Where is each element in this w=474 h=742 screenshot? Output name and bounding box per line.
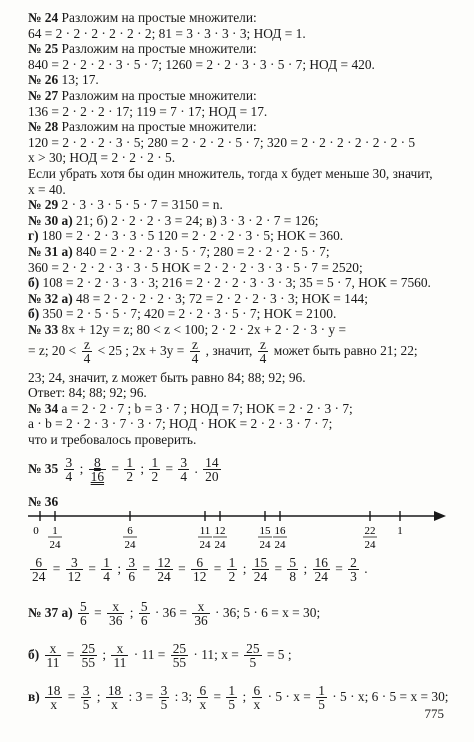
numerator: 3 — [128, 555, 136, 571]
denominator: 4 — [65, 469, 73, 485]
denominator: 4 — [259, 351, 267, 367]
operator: = — [90, 604, 105, 620]
fraction — [155, 556, 172, 583]
numerator: 14 — [205, 455, 219, 471]
fraction — [227, 556, 238, 583]
fraction — [45, 684, 62, 711]
text-line — [28, 416, 332, 431]
line-text: может быть равно 21; 22; — [270, 342, 418, 358]
operator: · 5 · x; 6 · 5 = x = 30; — [328, 688, 449, 704]
line-text: < 25 ; 2x + 3y = — [94, 342, 188, 358]
operator: ; — [137, 460, 148, 476]
numerator: 8 — [89, 456, 106, 470]
operator: · 5 · x = — [264, 688, 315, 704]
fraction — [126, 556, 137, 583]
denominator: 36 — [109, 613, 123, 629]
numerator: x — [45, 642, 62, 656]
denominator: 24 — [253, 569, 268, 585]
fraction — [82, 338, 93, 365]
problem-number: б) — [28, 646, 43, 662]
fraction — [178, 456, 189, 483]
problem-37c — [28, 682, 449, 712]
problem-number: № 33 — [28, 322, 59, 337]
line-text: x > 30; НОД = 2 · 2 · 2 · 5. — [28, 150, 176, 166]
line-text: a · b = 2 · 2 · 3 · 7 · 3 · 7; НОД · НОК = 2 · 2 · 3 · 7 · 7; — [28, 416, 333, 432]
text-line — [28, 322, 346, 337]
operator: = — [271, 560, 286, 576]
text-line — [28, 197, 223, 212]
denominator: 16 — [90, 469, 105, 485]
tick-denominator: 24 — [259, 538, 271, 551]
line-text: что и требовалось проверить. — [28, 432, 197, 447]
denominator: 5 — [318, 697, 325, 713]
numerator: 6 — [253, 683, 261, 699]
line-text: Ответ: 84; 88; 92; 96. — [28, 385, 147, 401]
fraction — [80, 642, 97, 669]
text-line — [28, 244, 330, 259]
line-text: 21; б) 2 · 2 · 2 · 3 = 24; в) 3 · 3 · 2 · 7 = 126; — [72, 212, 319, 228]
text-line — [28, 41, 257, 56]
numerator: 1 — [228, 555, 236, 571]
fraction — [316, 684, 327, 711]
operator: ; — [239, 560, 250, 576]
operator: = — [64, 688, 79, 704]
problem-number: № 27 — [28, 88, 59, 103]
text-line — [28, 88, 257, 103]
denominator: 5 — [160, 697, 168, 713]
denominator: 2 — [151, 469, 159, 485]
numerator: 15 — [253, 555, 268, 571]
line-text: 48 = 2 · 2 · 2 · 2 · 3; 72 = 2 · 2 · 2 · 3 · 3; НОК = 144; — [72, 290, 368, 306]
denominator: 24 — [157, 569, 171, 585]
number-line — [0, 508, 474, 554]
tick-label-zero: 0 — [33, 524, 39, 537]
numerator: 12 — [157, 555, 171, 571]
problem-number: г) — [28, 228, 39, 244]
numerator: 6 — [191, 556, 208, 570]
denominator: 36 — [194, 613, 208, 629]
problem-number: № 36 — [28, 493, 59, 509]
line-text: 120 = 2 · 2 · 2 · 3 · 5; 280 = 2 · 2 · 2 · 5 · 7; 320 = 2 · 2 · 2 · 2 · 2 · 2 · 5 — [28, 134, 416, 150]
tick-denominator: 24 — [274, 538, 286, 551]
denominator: 11 — [113, 655, 127, 671]
tick-denominator: 24 — [124, 538, 136, 551]
problem-number: № 29 — [28, 197, 59, 213]
denominator: 20 — [205, 469, 219, 485]
numerator: x — [192, 600, 209, 614]
operator: · 11 = — [130, 646, 169, 662]
problem-number: б) — [28, 275, 40, 291]
operator: ; — [99, 646, 110, 662]
text-line — [28, 260, 363, 275]
tick-numerator: 11 — [199, 524, 211, 537]
text-line — [28, 337, 418, 365]
line-text: 840 = 2 · 2 · 2 · 3 · 5 · 7; 1260 = 2 · 2 · 3 · 3 · 5 · 7; НОД = 420. — [28, 56, 375, 72]
problem-number: № 26 — [28, 72, 59, 88]
fraction — [197, 684, 208, 711]
line-text: 136 = 2 · 2 · 2 · 17; 119 = 7 · 17; НОД = 17. — [28, 103, 268, 119]
denominator: 55 — [81, 655, 96, 671]
problem-number: в) — [28, 688, 44, 704]
denominator: 11 — [46, 655, 60, 671]
operator: = — [49, 560, 64, 576]
denominator: 8 — [289, 569, 297, 585]
problem-number: № 31 а) — [28, 244, 73, 259]
text-line — [28, 135, 415, 150]
line-text: , значит, — [202, 342, 256, 358]
fraction — [81, 684, 92, 711]
fraction — [45, 642, 62, 669]
line-text: Если убрать хотя бы один множитель, тогда x будет меньше 30, значит, — [28, 166, 433, 181]
operator: = — [85, 560, 100, 576]
fraction — [106, 684, 123, 711]
problem-number: № 35 — [28, 460, 62, 476]
numerator: 3 — [180, 455, 188, 471]
line-text: = z; 20 < — [28, 342, 80, 358]
problem-37a — [28, 598, 320, 628]
line-text: 180 = 2 · 2 · 3 · 3 · 5 120 = 2 · 2 · 2 · 3 · 5; НОК = 360. — [38, 228, 344, 244]
denominator: 12 — [193, 569, 207, 585]
line-text: 13; 17. — [58, 72, 99, 88]
tick-denominator: 24 — [199, 538, 211, 551]
fraction — [226, 684, 237, 711]
text-line — [28, 104, 267, 119]
line-text: a = 2 · 2 · 7 ; b = 3 · 7 ; НОД = 7; НОК = 2 · 2 · 3 · 7; — [58, 400, 353, 416]
numerator: 6 — [30, 556, 47, 570]
denominator: 3 — [350, 569, 357, 585]
tick-denominator: 24 — [49, 538, 61, 551]
line-text: 64 = 2 · 2 · 2 · 2 · 2 · 2; 81 = 3 · 3 · 3 · 3; НОД = 1. — [28, 25, 306, 41]
operator: ; — [76, 460, 87, 476]
fraction — [313, 556, 330, 583]
tick-numerator: 12 — [214, 524, 226, 537]
operator: = — [63, 646, 78, 662]
denominator: 6 — [140, 613, 148, 629]
tick-numerator: 16 — [274, 524, 286, 537]
fraction — [101, 556, 112, 583]
text-line — [28, 166, 433, 181]
text-line — [28, 119, 257, 134]
tick-denominator: 24 — [364, 538, 376, 551]
text-line — [28, 57, 375, 72]
numerator: 5 — [140, 599, 148, 615]
fraction — [107, 600, 124, 627]
numerator: 2 — [350, 555, 357, 571]
denominator: 4 — [103, 569, 110, 585]
fraction — [64, 456, 75, 483]
denominator: x — [111, 697, 118, 713]
operator: = — [108, 460, 123, 476]
denominator: 24 — [314, 569, 328, 585]
denominator: x — [253, 697, 261, 713]
problem-number: № 30 а) — [28, 212, 73, 228]
fraction — [287, 556, 298, 583]
operator: = — [331, 560, 347, 576]
numerator: 25 — [246, 641, 260, 657]
fraction — [190, 338, 201, 365]
text-line — [28, 370, 306, 385]
operator: ; — [93, 688, 104, 704]
fraction — [244, 642, 261, 669]
numerator: 3 — [66, 556, 83, 570]
line-text: 2 · 3 · 3 · 5 · 5 · 7 = 3150 = n. — [58, 197, 223, 213]
problem-36-label — [28, 494, 58, 509]
denominator: 6 — [80, 613, 87, 629]
line-text: x = 40. — [28, 181, 66, 197]
fraction — [89, 456, 106, 483]
text-line — [28, 385, 147, 400]
tick-numerator: 22 — [364, 524, 376, 537]
denominator: x — [199, 697, 207, 713]
denominator: 12 — [67, 569, 82, 585]
numerator: 3 — [65, 455, 73, 471]
numerator: 6 — [199, 683, 207, 699]
line-text: Разложим на простые множители: — [58, 119, 257, 135]
line-text: 360 = 2 · 2 · 2 · 3 · 3 · 5 НОК = 2 · 2 · 2 · 3 · 3 · 5 · 7 = 2520; — [28, 259, 363, 275]
numerator: 25 — [172, 641, 187, 657]
denominator: 2 — [126, 469, 134, 485]
denominator: 4 — [83, 351, 91, 367]
problem-36-equations — [28, 554, 368, 584]
operator: = — [210, 560, 225, 576]
fraction — [111, 642, 128, 669]
fraction — [252, 684, 263, 711]
fraction — [78, 600, 89, 627]
numerator: 1 — [126, 455, 134, 471]
line-text: 350 = 2 · 5 · 5 · 7; 420 = 2 · 2 · 3 · 5 · 7; НОК = 2100. — [39, 306, 337, 322]
text-line — [28, 228, 343, 243]
fraction — [348, 556, 359, 583]
operator: . — [191, 460, 202, 476]
operator: · 36 = — [151, 604, 191, 620]
numerator: 3 — [160, 683, 168, 699]
denominator: 4 — [180, 469, 188, 485]
text-line — [28, 150, 175, 165]
text-line — [28, 291, 368, 306]
operator: · 11; x = — [190, 646, 243, 662]
problem-number: б) — [28, 306, 40, 322]
line-text: Разложим на простые множители: — [58, 88, 257, 103]
fraction — [191, 556, 208, 583]
denominator: 5 — [249, 655, 257, 671]
numerator: 1 — [318, 683, 325, 699]
tick-numerator: 15 — [259, 524, 271, 537]
text-line — [28, 275, 431, 290]
fraction — [159, 684, 170, 711]
page-number: 775 — [424, 706, 444, 721]
numerator: x — [111, 642, 128, 656]
numerator: 5 — [289, 555, 297, 571]
line-text: Разложим на простые множители: — [58, 10, 257, 25]
operator: ; — [113, 560, 125, 576]
operator: · 36; 5 · 6 = x = 30; — [211, 604, 321, 620]
numerator: 1 — [103, 555, 110, 571]
fraction — [124, 456, 135, 483]
problem-37b — [28, 640, 292, 670]
denominator: 2 — [228, 569, 236, 585]
line-text: 108 = 2 · 2 · 3 · 3 · 3; 216 = 2 · 2 · 2 · 3 · 3 · 3; 35 = 5 · 7, НОК = 7560. — [39, 275, 431, 291]
fraction — [139, 600, 150, 627]
tick-numerator: 1 — [52, 524, 58, 537]
operator: ; — [239, 688, 250, 704]
line-text: Разложим на простые множители: — [58, 41, 257, 57]
operator: ; — [126, 604, 137, 620]
denominator: x — [50, 697, 58, 713]
text-line — [28, 306, 336, 321]
operator: ; — [300, 560, 311, 576]
problem-35 — [28, 454, 223, 484]
text-line — [28, 72, 99, 87]
numerator: 18 — [47, 683, 61, 699]
numerator: 16 — [314, 555, 328, 571]
fraction — [171, 642, 188, 669]
text-line — [28, 182, 66, 197]
text-line — [28, 26, 306, 41]
text-line — [28, 10, 257, 25]
numerator: z — [190, 338, 201, 352]
text-line — [28, 432, 196, 447]
denominator: 5 — [228, 697, 236, 713]
fraction — [149, 456, 160, 483]
problem-number: № 28 — [28, 119, 59, 135]
numerator: z — [258, 338, 269, 352]
numerator: 5 — [80, 599, 87, 615]
numerator: 3 — [82, 683, 90, 699]
operator: = — [210, 688, 225, 704]
tick-numerator: 6 — [127, 524, 133, 537]
problem-number: № 32 а) — [28, 290, 73, 306]
operator: . — [360, 560, 368, 576]
problem-number: № 34 — [28, 400, 59, 416]
denominator: 6 — [128, 569, 136, 585]
tick-denominator: 24 — [214, 538, 226, 551]
operator: : 3; — [171, 688, 196, 704]
operator: : 3 = — [125, 688, 157, 704]
line-text: 23; 24, значит, z может быть равно 84; 88; 92; 96. — [28, 369, 306, 385]
operator: = — [139, 560, 154, 576]
numerator: 18 — [107, 683, 122, 699]
numerator: x — [107, 600, 124, 614]
problem-number: № 37 а) — [28, 604, 77, 620]
line-text: 8x + 12y = z; 80 < z < 100; 2 · 2 · 2x + 2 · 2 · 3 · y = — [58, 322, 346, 337]
fraction — [203, 456, 220, 483]
problem-number: № 25 — [28, 41, 59, 57]
fraction — [258, 338, 269, 365]
text-line — [28, 213, 319, 228]
fraction — [30, 556, 47, 583]
fraction — [192, 600, 209, 627]
arrow-head — [434, 511, 446, 521]
numerator: z — [82, 338, 93, 352]
operator: = 5 ; — [263, 646, 292, 662]
fraction — [252, 556, 269, 583]
numerator: 25 — [81, 641, 96, 657]
numerator: 1 — [151, 455, 159, 471]
fraction — [66, 556, 83, 583]
denominator: 5 — [82, 697, 90, 713]
numerator: 1 — [228, 683, 236, 699]
denominator: 55 — [172, 655, 187, 671]
line-text: 840 = 2 · 2 · 2 · 3 · 5 · 7; 280 = 2 · 2 · 2 · 5 · 7; — [72, 244, 330, 259]
tick-label-one: 1 — [397, 524, 403, 537]
denominator: 24 — [32, 569, 46, 585]
operator: = — [162, 460, 177, 476]
text-line — [28, 401, 353, 416]
operator: = — [174, 560, 189, 576]
denominator: 4 — [191, 351, 199, 367]
problem-number: № 24 — [28, 10, 59, 25]
